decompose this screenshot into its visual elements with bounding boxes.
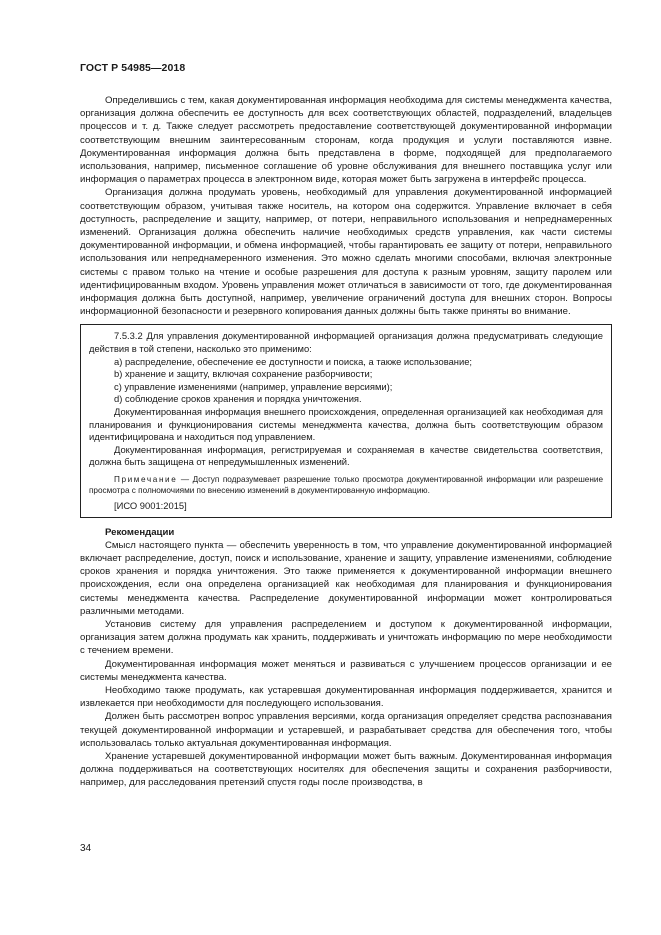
requirement-line: c) управление изменениями (например, управление версиями); [114, 380, 393, 392]
requirement-line: Документированная информация, регистрируемая и сохраняемая в качестве свидетельства соответствия, должна быть защищена от непредумышленных изменений. [89, 443, 603, 468]
body-paragraph: Организация должна продумать уровень, необходимый для управления документированной информацией соответствующим образом, учитывая также носитель, на котором она содержится. Управление включает в себя доступность, распределение и защиту, например, от потери, неправильного использования и непреднамеренных изменений. Организация должна обеспечить наличие необходимых средств управления, как части системы документированной информации, и обмена информацией, чтобы гарантировать ее защиту от потери, неправильного использования или непреднамеренного изменения. Это можно сделать многими способами, включая электронные системы с правом только на чтение и особые разрешения для доступа к разным уровням, защиту паролем или идентифицированным входом. Уровень управления может отличаться в зависимости от того, где документированная информация должна быть доступной, например, увеличение ограничений доступа для внешних сторон. Вопросы информационной безопасности и резервного копирования данных должны быть также приняты во внимание. [80, 187, 612, 318]
standard-reference: [ИСО 9001:2015] [114, 499, 187, 511]
requirement-line: а) распределение, обеспечение ее доступности и поиска, а также использование; [114, 355, 473, 367]
recommendations-heading: Рекомендации [105, 526, 175, 538]
recommendation-paragraph: Должен быть рассмотрен вопрос управления версиями, когда организация определяет средства распознавания текущей документированной информации и устаревшей, и разрабатывает средства для обеспечения того, чтобы использовалась только актуальная документированная информация. [80, 711, 612, 749]
body-paragraph: Определившись с тем, какая документированная информация необходима для системы менеджмента качества, организация должна обеспечить ее доступность для всех соответствующих областей, подразделений, владельцев процессов и т. д. Также следует рассмотреть предоставление соответствующей документированной информации соответствующим внешним заинтересованным сторонам, когда продукция и услуги поставляются извне. Документированная информация должна быть представлена в форме, подходящей для предполагаемого использования, например, письменное соглашение об уровне обслуживания для внешнего поставщика услуг или информация о параметрах процесса в электронном виде, которая может быть загружена в интерфейс процесса. [80, 95, 612, 186]
recommendation-paragraph: Необходимо также продумать, как устаревшая документированная информация поддерживается, хранится и извлекается при необходимости для последующего использования. [80, 685, 612, 710]
recommendation-paragraph: Установив систему для управления распределением и доступом к документированной информации, организация затем должна продумать как хранить, поддерживать и уничтожать информацию по мере необходимости с течением времени. [80, 619, 612, 657]
quoted-requirement-box [80, 324, 612, 517]
note-text: — Доступ подразумевает разрешение только просмотра документированной информации или разрешение просмотра с полномочиями по внесению изменений в документированную информацию. [89, 474, 603, 495]
document-header: ГОСТ Р 54985—2018 [80, 62, 186, 74]
note [89, 474, 603, 496]
page-number: 34 [80, 843, 92, 854]
requirement-line: b) хранение и защиту, включая сохранение разборчивости; [114, 368, 373, 380]
page-content [80, 94, 612, 790]
recommendation-paragraph: Смысл настоящего пункта — обеспечить уверенность в том, что управление документированной информацией включает распределение, доступ, поиск и использование, хранение и защиту, управление изменениями, соблюдение сроков хранения и порядка уничтожения. Это также применяется к документированной информации внешнего происхождения, если она определена организацией как необходимая для планирования и функционирования системы менеджмента качества. Распределение документированной информации может контролироваться различными методами. [80, 539, 612, 617]
requirement-line: d) соблюдение сроков хранения и порядка уничтожения. [114, 393, 362, 405]
note-label: Примечание [114, 474, 178, 484]
recommendation-paragraph: Документированная информация может меняться и развиваться с улучшением процессов организации и ее системы менеджмента качества. [80, 658, 612, 683]
requirement-line: Документированная информация внешнего происхождения, определенная организацией как необходимая для планирования и функционирования системы менеджмента качества, должна быть соответствующим образом идентифицирована и находиться под управлением. [89, 406, 603, 443]
requirement-line: 7.5.3.2 Для управления документированной информацией организация должна предусматривать следующие действия в той степени, насколько это применимо: [89, 330, 603, 355]
recommendation-paragraph: Хранение устаревшей документированной информации может быть важным. Документированная информация должна поддерживаться на соответствующих носителях для обеспечения защиты и сохранения разборчивости, например, для расследования претензий спустя годы после производства, в [80, 751, 612, 789]
